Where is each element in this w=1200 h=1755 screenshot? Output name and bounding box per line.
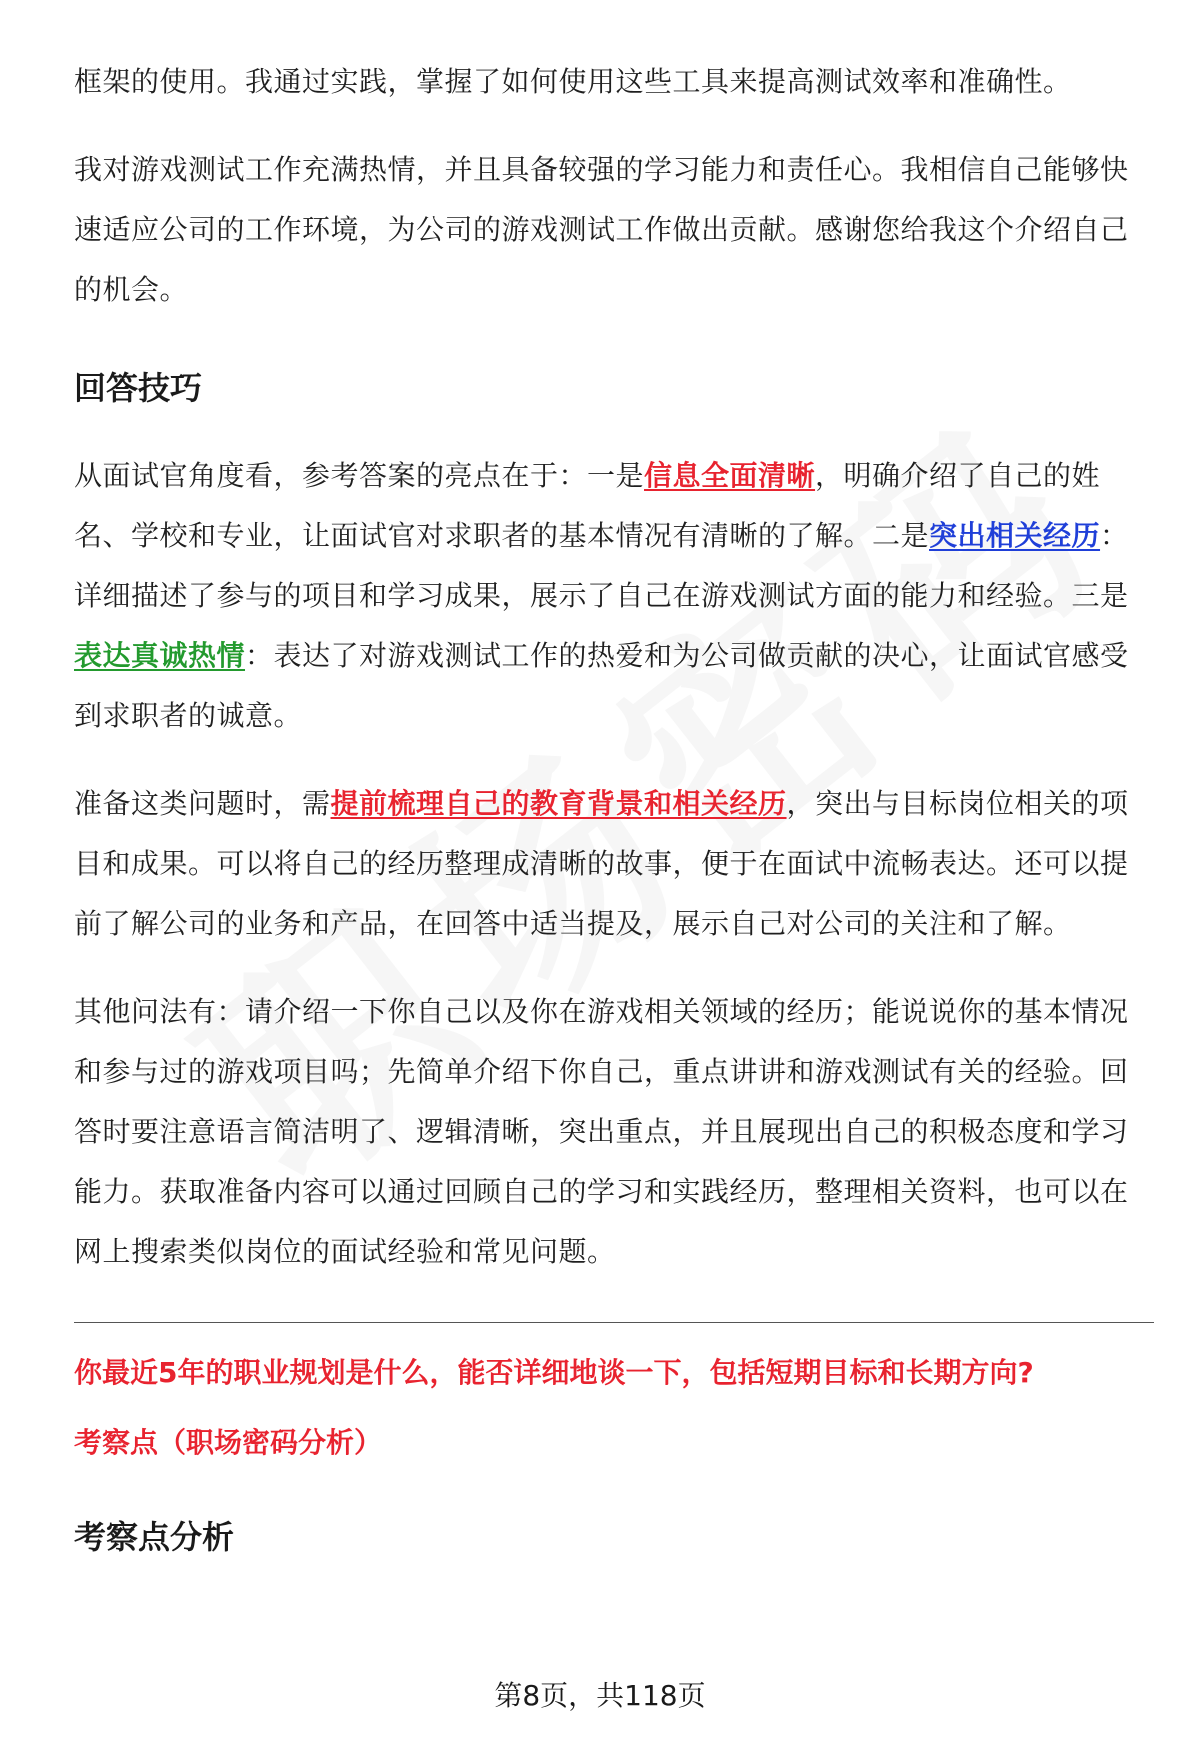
section-title-analysis: 考察点分析: [74, 1518, 235, 1556]
continuation-paragraph: 框架的使用。我通过实践，掌握了如何使用这些工具来提高测试效率和准确性。: [74, 65, 1072, 98]
document-page: [74, 52, 1152, 1559]
section-divider: [74, 1322, 1154, 1323]
next-question-subtitle: 考察点（职场密码分析）: [74, 1426, 383, 1459]
highlight-sincere-enthusiasm: 表达真诚热情: [74, 639, 246, 672]
highlight-info-clear: 信息全面清晰: [644, 459, 816, 492]
tips-paragraph-other-phrasings: 其他问法有：请介绍一下你自己以及你在游戏相关领域的经历；能说说你的基本情况和参与过的游戏项目吗；先简单介绍下你自己，重点讲讲和游戏测试有关的经验。回答时要注意语言简洁明了、逻辑清晰，突出重点，并且展现出自己的积极态度和学习能力。获取准备内容可以通过回顾自己的学习和实践经历，整理相关资料，也可以在网上搜索类似岗位的面试经验和常见问题。: [74, 995, 1129, 1268]
highlight-prepare-background: 提前梳理自己的教育背景和相关经历: [330, 787, 787, 820]
section-title-answer-tips: 回答技巧: [74, 369, 203, 407]
tips-text: ：详细描述了参与的项目和学习成果，展示了自己在游戏测试方面的能力和经验。三是: [74, 519, 1129, 612]
tips-text: ，明确介绍了自己的姓名、学校和专业，让面试官对求职者的基本情况有清晰的了解。二是: [74, 459, 1101, 552]
tips-text: 准备这类问题时，需: [74, 787, 331, 820]
tips-text: ，突出与目标岗位相关的项目和成果。可以将自己的经历整理成清晰的故事，便于在面试中流畅表达。还可以提前了解公司的业务和产品，在回答中适当提及，展示自己对公司的关注和了解。: [74, 787, 1129, 940]
tips-paragraph-preparation: [74, 774, 1152, 954]
next-question-title: 你最近5年的职业规划是什么，能否详细地谈一下，包括短期目标和长期方向?: [74, 1356, 1034, 1389]
tips-text: 从面试官角度看，参考答案的亮点在于：一是: [74, 459, 645, 492]
highlight-related-experience: 突出相关经历: [929, 519, 1101, 552]
tips-text: ：表达了对游戏测试工作的热爱和为公司做贡献的决心，让面试官感受到求职者的诚意。: [74, 639, 1129, 732]
tips-paragraph-highlights: [74, 446, 1152, 746]
enthusiasm-paragraph: 我对游戏测试工作充满热情，并且具备较强的学习能力和责任心。我相信自己能够快速适应公司的工作环境，为公司的游戏测试工作做出贡献。感谢您给我这个介绍自己的机会。: [74, 153, 1129, 306]
page-number-footer: 第8页，共118页: [494, 1679, 706, 1712]
